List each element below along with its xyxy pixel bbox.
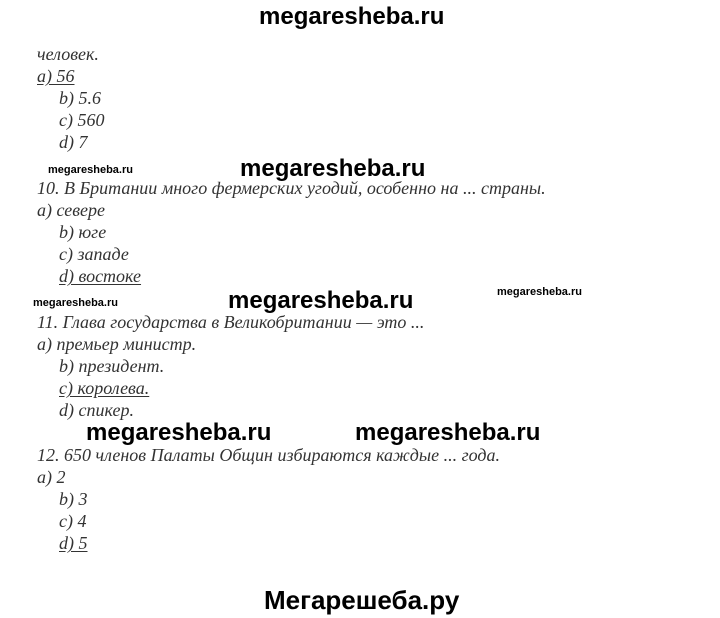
q11-option-c: c) королева. — [59, 378, 150, 398]
watermark-big: megaresheba.ru — [240, 155, 426, 182]
header-watermark: megaresheba.ru — [259, 3, 445, 30]
q11-option-d: d) спикер. — [59, 400, 134, 420]
watermark-small: megaresheba.ru — [497, 286, 582, 298]
q12-option-a: а) 2 — [37, 467, 66, 487]
q12-option-d: d) 5 — [59, 533, 88, 553]
watermark-big: megaresheba.ru — [86, 419, 272, 446]
question-10: 10. В Британии много фермерских угодий, особенно на ... страны. — [37, 178, 546, 198]
watermark-big: megaresheba.ru — [355, 419, 541, 446]
watermark-big: megaresheba.ru — [228, 287, 414, 314]
q10-option-b: b) юге — [59, 222, 107, 242]
watermark-small: megaresheba.ru — [48, 164, 133, 176]
q11-option-b: b) президент. — [59, 356, 165, 376]
q11-option-a: а) премьер министр. — [37, 334, 197, 354]
question-12: 12. 650 членов Палаты Общин избираются каждые ... года. — [37, 445, 500, 465]
footer-watermark: Мегарешеба.ру — [264, 585, 460, 615]
question-11: 11. Глава государства в Великобритании — это ... — [37, 312, 425, 332]
q9-option-a: а) 56 — [37, 66, 75, 86]
q12-option-c: c) 4 — [59, 511, 87, 531]
q10-option-a: а) севере — [37, 200, 106, 220]
q12-option-b: b) 3 — [59, 489, 88, 509]
question-9-tail: человек. — [37, 44, 99, 64]
q9-option-d: d) 7 — [59, 132, 88, 152]
watermark-small: megaresheba.ru — [33, 297, 118, 309]
q9-option-b: b) 5.6 — [59, 88, 101, 108]
q10-option-c: c) западе — [59, 244, 129, 264]
q10-option-d: d) востоке — [59, 266, 142, 286]
q9-option-c: c) 560 — [59, 110, 105, 130]
